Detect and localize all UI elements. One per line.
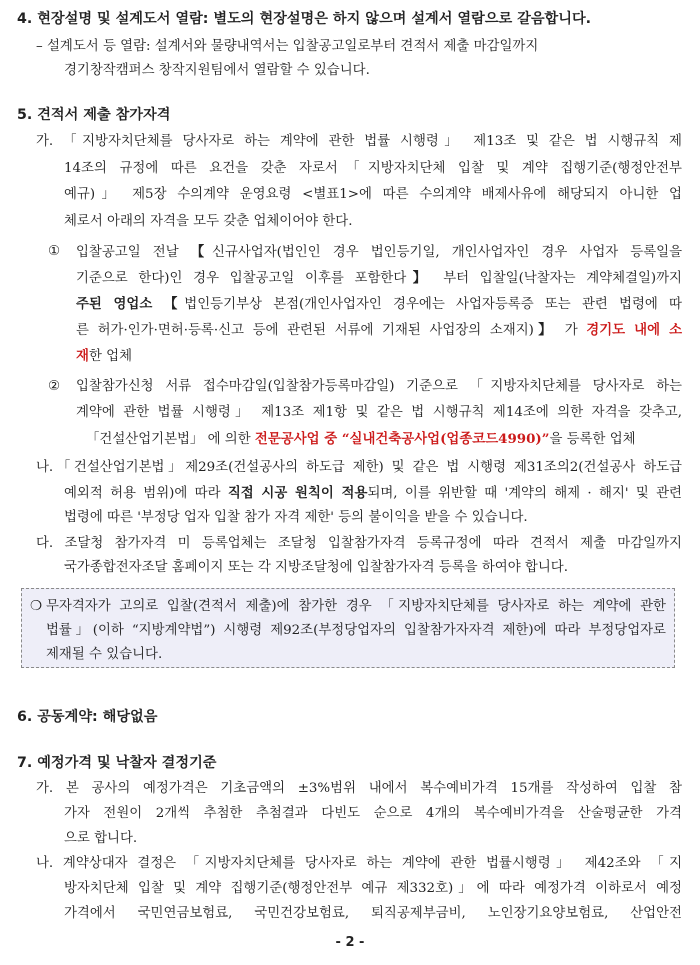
clause-na-line: 법령에 따른 '부정당 업자 입찰 참가 자격 제한' 등의 불이익을 받을 수 있습니다. xyxy=(64,510,528,525)
clause-1-line xyxy=(76,269,682,288)
text-run: 경기도 내에 소 xyxy=(586,322,683,338)
page-number: - 2 - xyxy=(335,935,365,950)
clause-ga-line: 가. 본 공사의 예정가격은 기초금액의 ±3%범위 내에서 복수예비가격 15개를 작성하여 입찰 참 xyxy=(36,781,682,796)
clause-1-line xyxy=(76,321,682,340)
clause-1-line xyxy=(76,243,682,262)
text-run: 예외적 허용 범위)에 따라 xyxy=(64,486,228,501)
text-run: 법인등기부상 본점(개인사업자인 경우에는 사업자등록증 또는 관련 법령에 따 xyxy=(184,297,682,312)
clause-ga-line: 가. 「지방자치단체를 당사자로 하는 계약에 관한 법률 시행령」 제13조 및 같은 법 시행규칙 제 xyxy=(36,134,682,149)
text-run: 【 xyxy=(190,244,212,260)
clause-da-line: 다. 조달청 참가자격 미 등록업체는 조달청 입찰참가자격 등록규정에 따라 견적서 제출 마감일까지 xyxy=(36,536,682,551)
section-7-heading: 7. 예정가격 및 낙찰자 결정기준 xyxy=(17,755,217,771)
circled-one-marker: ① xyxy=(48,244,61,259)
text-run: 가 xyxy=(556,323,587,338)
section-4-line: 경기창작캠퍼스 창작지원팀에서 열람할 수 있습니다. xyxy=(64,63,370,78)
section-4-heading: 4. 현장설명 및 설계도서 열람: 별도의 현장설명은 하지 않으며 설계서 열람으로 갈음합니다. xyxy=(17,11,592,27)
section-5-heading: 5. 견적서 제출 참가자격 xyxy=(17,107,171,123)
text-run: 【 xyxy=(163,296,185,312)
text-run: 】 xyxy=(533,322,557,338)
clause-1-line xyxy=(76,295,682,314)
clause-2-line: 입찰참가신청 서류 접수마감일(입찰참가등록마감일) 기준으로 「지방자치단체를 당사자로 하는 xyxy=(76,379,682,394)
notice-line: 무자격자가 고의로 입찰(견적서 제출)에 참가한 경우 「지방자치단체를 당사자로 하는 계약에 관한 xyxy=(46,599,666,614)
clause-ga-line: 예규)」 제5장 수의계약 운영요령 <별표1>에 따른 수의계약 배제사유에 해당되지 아니한 업 xyxy=(64,187,682,202)
clause-da-line: 국가종합전자조달 홈페이지 또는 각 지방조달청에 입찰참가자격 등록을 하여야 합니다. xyxy=(64,560,568,575)
clause-na-line: 나.「건설산업기본법」제29조(건설공사의 하도급 제한) 및 같은 법 시행령 제31조의2(건설공사 하도급 xyxy=(36,460,682,475)
text-run: 른 허가·인가·면허·등록·신고 등에 관련된 서류에 기재된 사업장의 소재지) xyxy=(76,323,534,338)
text-run: 부터 입찰일(낙찰자는 계약체결일)까지 xyxy=(432,271,682,286)
clause-na-line: 가격에서 국민연금보험료, 국민건강보험료, 퇴직공제부금비, 노인장기요양보험료, 산업안전 xyxy=(64,906,682,921)
text-run: 한 업체 xyxy=(88,349,132,364)
bullet-icon: ❍ xyxy=(30,599,43,614)
text-run: 주된 영업소 xyxy=(76,296,164,312)
clause-ga-line: 으로 합니다. xyxy=(64,831,138,846)
notice-line: 제재될 수 있습니다. xyxy=(46,647,163,662)
text-run: 】 xyxy=(406,270,433,286)
clause-2-line: 계약에 관한 법률 시행령」 제13조 제1항 및 같은 법 시행규칙 제14조에 의한 자격을 갖추고, xyxy=(76,405,682,420)
text-run: 입찰공고일 전날 xyxy=(76,245,191,260)
clause-ga-line: 체로서 아래의 자격을 모두 갖춘 업체이어야 한다. xyxy=(64,214,353,229)
clause-1-line xyxy=(76,347,132,366)
text-run: 전문공사업 중 “실내건축공사업(업종코드4990)” xyxy=(254,431,550,447)
text-run: 되며, 이를 위반할 때 '계약의 해제 · 해지' 및 관련 xyxy=(367,486,682,501)
text-run: 「건설산업기본법」 에 의한 xyxy=(86,432,255,447)
text-run: 신규사업자(법인인 경우 법인등기일, 개인사업자인 경우 사업자 등록일을 xyxy=(211,245,683,260)
text-run: 을 등록한 업체 xyxy=(549,432,636,447)
clause-ga-line: 가자 전원이 2개씩 추첨한 추첨결과 다빈도 순으로 4개의 복수예비가격을 산술평균한 가격 xyxy=(64,806,682,821)
text-run: 재 xyxy=(76,348,89,364)
notice-line: 법률」(이하 “지방계약법”) 시행령 제92조(부정당업자의 입찰참가자자격 제한)에 따라 부정당업자로 xyxy=(46,623,666,638)
clause-na-line: 방자치단체 입찰 및 계약 집행기준(행정안전부 예규 제332호)」에 따라 예정가격 이하로서 예정 xyxy=(64,881,682,896)
section-6-heading: 6. 공동계약: 해당없음 xyxy=(17,709,158,725)
clause-na-line: 나. 계약상대자 결정은 「지방자치단체를 당사자로 하는 계약에 관한 법률시행령」 제42조와 「지 xyxy=(36,856,682,871)
text-run: 기준으로 한다)인 경우 입찰공고일 이후를 포함한다 xyxy=(76,271,407,286)
clause-ga-line: 14조의 규정에 따른 요건을 갖춘 자로서「지방자치단체 입찰 및 계약 집행기준(행정안전부 xyxy=(64,161,682,176)
circled-two-marker: ② xyxy=(48,379,61,394)
clause-na-line xyxy=(64,484,682,503)
text-run: 직접 시공 원칙이 적용 xyxy=(227,485,368,501)
clause-2-line xyxy=(86,430,636,449)
section-4-line: – 설계도서 등 열람: 설계서와 물량내역서는 입찰공고일로부터 견적서 제출 마감일까지 xyxy=(36,39,539,54)
